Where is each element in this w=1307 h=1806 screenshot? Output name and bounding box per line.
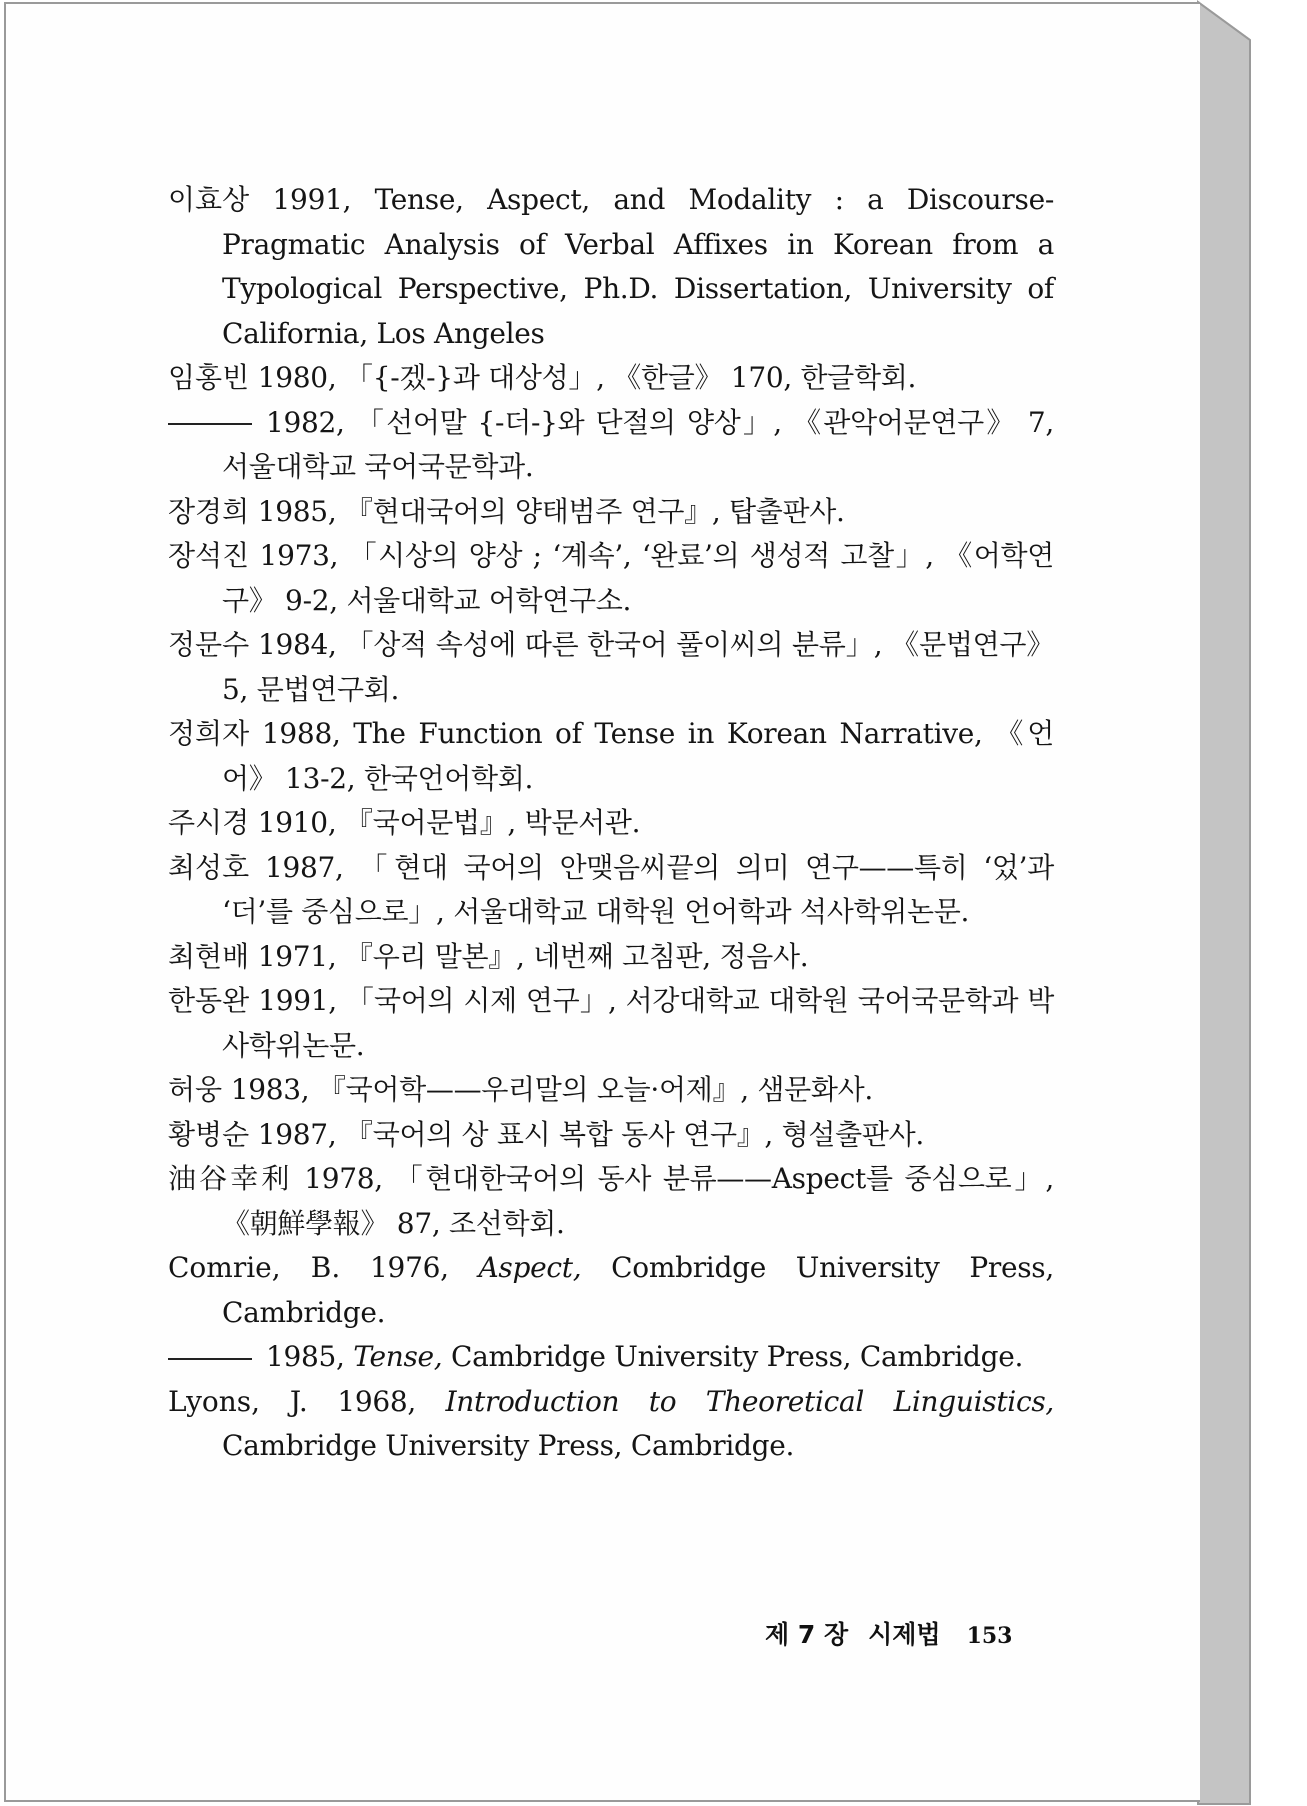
reference-text: 1984, 「상적 속성에 따른 한국어 풀이씨의 분류」, 《문법연구》 5, 문법연구회.	[222, 628, 1054, 706]
reference-text: 1983, 『국어학——우리말의 오늘·어제』, 샘문화사.	[222, 1073, 873, 1106]
reference-author: 최현배	[168, 939, 250, 973]
reference-title-italic: Introduction to Theoretical Linguistics,	[445, 1384, 1055, 1418]
reference-entry	[168, 1113, 1054, 1158]
reference-author: 정희자	[168, 717, 250, 750]
reference-text: Cambridge University Press, Cambridge.	[222, 1429, 795, 1462]
reference-entry	[168, 490, 1054, 535]
reference-text: 1976,	[340, 1251, 479, 1284]
reference-author: 주시경	[168, 806, 250, 839]
reference-author: 장경희	[168, 494, 250, 528]
reference-entry	[168, 1157, 1054, 1246]
reference-author: 허웅	[168, 1073, 223, 1106]
ditto-dash	[168, 423, 252, 425]
reference-author: 油谷幸利	[168, 1162, 293, 1195]
reference-text: 1991, 「국어의 시제 연구」, 서강대학교 대학원 국어국문학과 박사학위논문.	[222, 984, 1054, 1062]
reference-author: 한동완	[168, 984, 250, 1017]
reference-entry	[168, 178, 1054, 356]
reference-text: 1968,	[307, 1384, 446, 1418]
reference-author: Lyons, J.	[168, 1384, 308, 1418]
reference-entry	[168, 712, 1054, 801]
reference-text: 1982, 「선어말 {-더-}와 단절의 양상」, 《관악어문연구》 7, 서울대학교 국어국문학과.	[222, 405, 1054, 483]
reference-author: 장석진	[168, 539, 250, 572]
reference-text: 1987, 『국어의 상 표시 복합 동사 연구』, 형설출판사.	[249, 1117, 924, 1151]
chapter-title: 시제법	[868, 1620, 941, 1649]
reference-entry	[168, 534, 1054, 623]
reference-entry	[168, 356, 1054, 401]
reference-entry	[168, 623, 1054, 712]
reference-text: 1987, 「현대 국어의 안맺음씨끝의 의미 연구——특히 ‘었’과 ‘더’를 중심으로」, 서울대학교 대학원 언어학과 석사학위논문.	[222, 850, 1054, 928]
reference-title-italic: Tense,	[353, 1340, 443, 1373]
reference-entry	[168, 1068, 1054, 1113]
reference-author: 임홍빈	[168, 361, 250, 394]
reference-text: 1991, Tense, Aspect, and Modality : a Discourse-Pragmatic Analysis of Verbal Affixes in Korean from a Typological Perspective, Ph.D. Dissertation, University of California, Los Angeles	[222, 183, 1054, 350]
reference-author: 황병순	[168, 1117, 250, 1151]
reference-author: 정문수	[168, 628, 250, 661]
reference-entry	[168, 1246, 1054, 1335]
reference-author: Comrie, B.	[168, 1251, 341, 1284]
reference-author: 최성호	[168, 850, 250, 884]
reference-author: 이효상	[168, 183, 250, 216]
reference-text: 1971, 『우리 말본』, 네번째 고침판, 정음사.	[249, 939, 809, 973]
reference-entry	[168, 1380, 1054, 1469]
reference-text: Cambridge University Press, Cambridge.	[442, 1340, 1024, 1373]
reference-text: 1910, 『국어문법』, 박문서관.	[249, 806, 641, 839]
reference-text: 1978, 「현대한국어의 동사 분류——Aspect를 중심으로」, 《朝鮮學報》 87, 조선학회.	[222, 1162, 1054, 1240]
reference-entry	[168, 979, 1054, 1068]
reference-text: 1985,	[266, 1340, 354, 1373]
reference-entry	[168, 1335, 1054, 1380]
reference-title-italic: Aspect,	[478, 1251, 582, 1284]
reference-entry	[168, 401, 1054, 490]
reference-entry	[168, 846, 1054, 935]
reference-text: 1973, 「시상의 양상 ; ‘계속’, ‘완료’의 생성적 고찰」, 《어학연구》 9-2, 서울대학교 어학연구소.	[222, 539, 1054, 617]
reference-text: 1985, 『현대국어의 양태범주 연구』, 탑출판사.	[249, 494, 845, 528]
reference-text: 1988, The Function of Tense in Korean Narrative, 《언어》 13-2, 한국언어학회.	[222, 717, 1054, 795]
reference-text: 1980, 「{-겠-}과 대상성」, 《한글》 170, 한글학회.	[249, 361, 917, 394]
reference-text: Combridge University Press, Cambridge.	[222, 1251, 1054, 1329]
page-number: 153	[966, 1623, 1013, 1649]
ditto-dash	[168, 1358, 252, 1360]
running-footer	[765, 1615, 1013, 1651]
reference-entry	[168, 801, 1054, 846]
reference-list	[168, 178, 1054, 1469]
reference-entry	[168, 935, 1054, 980]
chapter-label: 제 7 장	[765, 1620, 849, 1649]
